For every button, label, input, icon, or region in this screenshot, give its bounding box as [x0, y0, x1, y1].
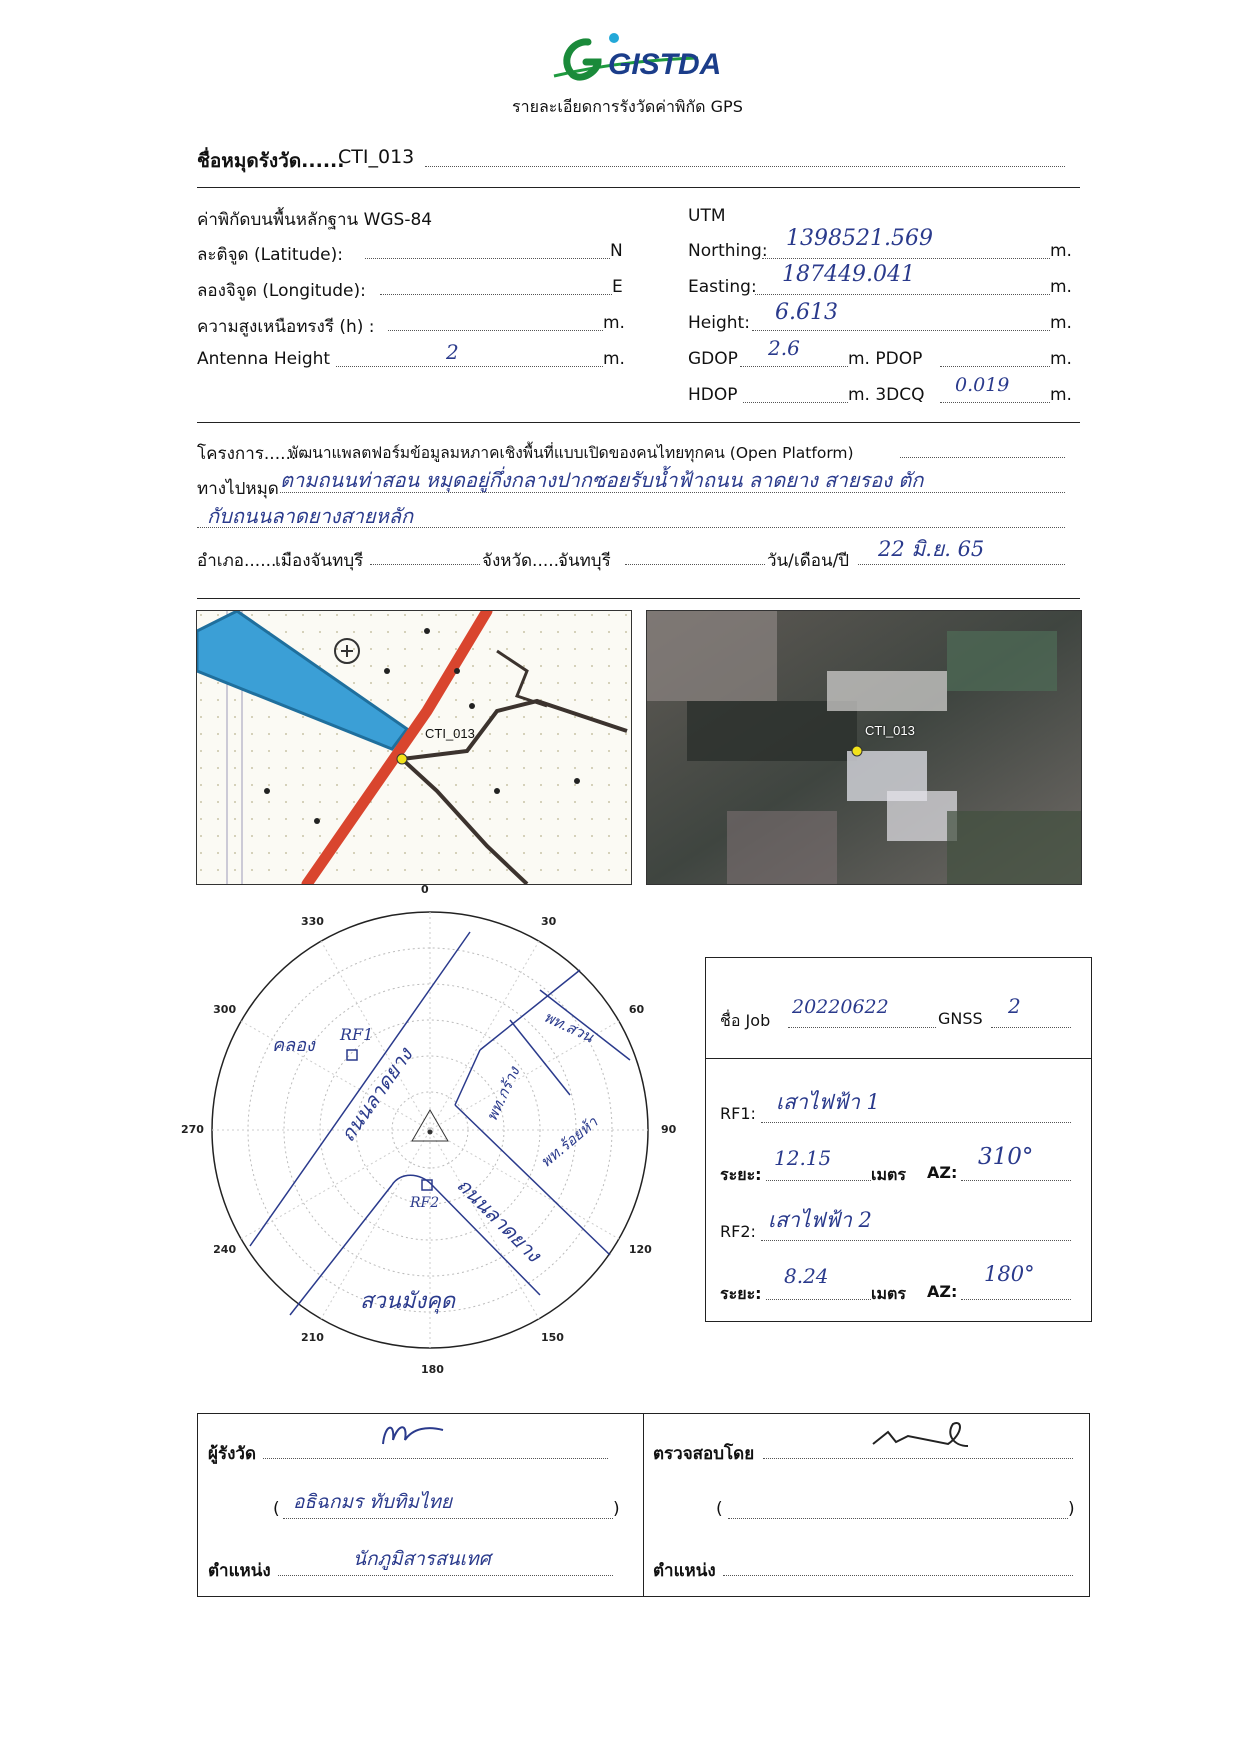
- antenna-unit: m.: [603, 349, 625, 369]
- rf2-az-label: AZ:: [927, 1282, 958, 1301]
- station-label: ชื่อหมุดรังวัด......: [197, 150, 345, 172]
- gdop-label: GDOP: [688, 349, 738, 369]
- annotation-rf2: RF2: [410, 1195, 440, 1211]
- annotation-klong: คลอง: [272, 1035, 315, 1056]
- rf2-value: เสาไฟฟ้า 2: [768, 1208, 872, 1232]
- bearing-label-180: 180: [421, 1363, 444, 1376]
- checker-signature: [868, 1414, 978, 1464]
- northing-value: 1398521.569: [786, 226, 933, 251]
- annotation-rf1: RF1: [340, 1025, 374, 1044]
- bearing-label-300: 300: [213, 1003, 237, 1016]
- position-value: นักภูมิสารสนเทศ: [353, 1548, 491, 1570]
- route-line-2: กับถนนลาดยางสายหลัก: [207, 504, 414, 528]
- project-value: พัฒนาแพลตฟอร์มข้อมูลมหภาคเชิงพื้นที่แบบเปิดของคนไทยทุกคน (Open Platform): [288, 444, 854, 462]
- project-label: โครงการ......: [197, 444, 297, 464]
- dcq-label: m. 3DCQ: [848, 385, 925, 405]
- annotation-house3: พท.ร้อยห้า: [536, 1113, 602, 1172]
- bearing-label-270: 270: [181, 1123, 204, 1136]
- logo-text: GISTDA: [608, 48, 722, 81]
- height-unit: m.: [603, 313, 625, 333]
- sat-marker-label: CTI_013: [865, 723, 915, 738]
- topographic-map: [196, 610, 632, 885]
- rf1-value: เสาไฟฟ้า 1: [776, 1090, 880, 1114]
- northing-unit: m.: [1050, 241, 1072, 261]
- bearing-label-0: 0: [421, 883, 429, 896]
- checker-position-label: ตำแหน่ง: [653, 1561, 716, 1581]
- skyplot: [210, 910, 650, 1350]
- rf1-dist-label: ระยะ:: [720, 1165, 762, 1184]
- bearing-label-90: 90: [661, 1123, 677, 1136]
- rf2-meter: เมตร: [871, 1284, 906, 1303]
- bearing-label-30: 30: [541, 915, 557, 929]
- rf1-meter: เมตร: [871, 1165, 906, 1184]
- rf2-label: RF2:: [720, 1222, 756, 1241]
- checker-label: ตรวจสอบโดย: [653, 1444, 755, 1464]
- utm-height-unit: m.: [1050, 313, 1072, 333]
- northing-label: Northing:: [688, 241, 768, 261]
- utm-height-label: Height:: [688, 313, 750, 333]
- annotation-house2: พท.สวน: [541, 1007, 597, 1047]
- antenna-value: 2: [446, 340, 459, 364]
- job-box: [705, 957, 1092, 1322]
- rf1-label: RF1:: [720, 1104, 756, 1123]
- utm-height-value: 6.613: [775, 300, 838, 325]
- route-line-1: ตามถนนท่าสอน หมุดอยู่กึ่งกลางปากซอยรับน้ำฟ้าถนน ลาดยาง สายรอง ตัก: [280, 468, 924, 492]
- rf1-az-label: AZ:: [927, 1163, 958, 1182]
- surveyor-name: อธิฉกมร ทับทิมไทย: [293, 1491, 453, 1513]
- station-value: CTI_013: [338, 146, 415, 168]
- bearing-label-150: 150: [541, 1330, 564, 1344]
- wgs-heading: ค่าพิกัดบนพื้นหลักฐาน WGS-84: [197, 210, 433, 230]
- rf2-dist-label: ระยะ:: [720, 1284, 762, 1303]
- bearing-label-240: 240: [213, 1243, 237, 1256]
- annotation-garden: สวนมังคุด: [360, 1289, 456, 1314]
- satellite-image: [646, 610, 1082, 885]
- district-label: อำเภอ......: [197, 551, 277, 571]
- annotation-road-second: ถนนลาดยาง: [452, 1172, 547, 1267]
- district-value: เมืองจันทบุรี: [275, 551, 364, 571]
- rf2-dist-value: 8.24: [784, 1264, 829, 1288]
- easting-value: 187449.041: [782, 262, 915, 287]
- bearing-label-210: 210: [301, 1330, 324, 1344]
- rf2-az-value: 180°: [984, 1262, 1035, 1286]
- lon-label: ลองจิจูด (Longitude):: [197, 281, 366, 301]
- dcq-unit: m.: [1050, 385, 1072, 405]
- gnss-value: 2: [1008, 994, 1021, 1018]
- surveyor-label: ผู้รังวัด: [208, 1444, 256, 1464]
- province-value: จันทบุรี: [558, 551, 611, 571]
- bearing-label-330: 330: [301, 915, 324, 929]
- topo-marker-label: CTI_013: [425, 726, 475, 741]
- job-label: ชื่อ Job: [720, 1011, 771, 1030]
- signature-box: ผู้รังวัด ( อธิฉกมร ทับทิมไทย ) ตำแหน่ง นักภูมิสารสนเทศ ตรวจสอบโดย ( ) ตำแหน่ง: [197, 1413, 1090, 1597]
- rf1-dist-value: 12.15: [774, 1146, 832, 1170]
- job-value: 20220622: [792, 996, 889, 1018]
- date-value: 22 มิ.ย. 65: [878, 537, 985, 561]
- gdop-value: 2.6: [768, 336, 800, 360]
- page-title: รายละเอียดการรังวัดค่าพิกัด GPS: [512, 97, 743, 116]
- bearing-label-60: 60: [628, 1003, 645, 1016]
- lon-unit: E: [612, 277, 623, 297]
- utm-heading: UTM: [688, 206, 726, 226]
- height-label: ความสูงเหนือทรงรี (h) :: [197, 317, 375, 337]
- pdop-label: m. PDOP: [848, 349, 923, 369]
- bearing-label-120: 120: [628, 1243, 652, 1256]
- annotation-house1: พท.กร้าง: [482, 1064, 524, 1124]
- route-label: ทางไปหมุด: [197, 479, 279, 499]
- surveyor-signature: [373, 1414, 453, 1454]
- gnss-label: GNSS: [938, 1009, 983, 1028]
- annotation-road-main: ถนนลาดยาง: [335, 1043, 418, 1147]
- rf1-az-value: 310°: [978, 1144, 1034, 1170]
- position-label: ตำแหน่ง: [208, 1561, 271, 1581]
- easting-unit: m.: [1050, 277, 1072, 297]
- pdop-unit: m.: [1050, 349, 1072, 369]
- lat-label: ละติจูด (Latitude):: [197, 245, 343, 265]
- dcq-value: 0.019: [955, 374, 1010, 396]
- lat-unit: N: [610, 241, 623, 261]
- hdop-label: HDOP: [688, 385, 738, 405]
- antenna-label: Antenna Height: [197, 349, 331, 369]
- date-label: วัน/เดือน/ปี: [767, 551, 850, 571]
- province-label: จังหวัด......: [482, 551, 565, 571]
- easting-label: Easting:: [688, 277, 757, 297]
